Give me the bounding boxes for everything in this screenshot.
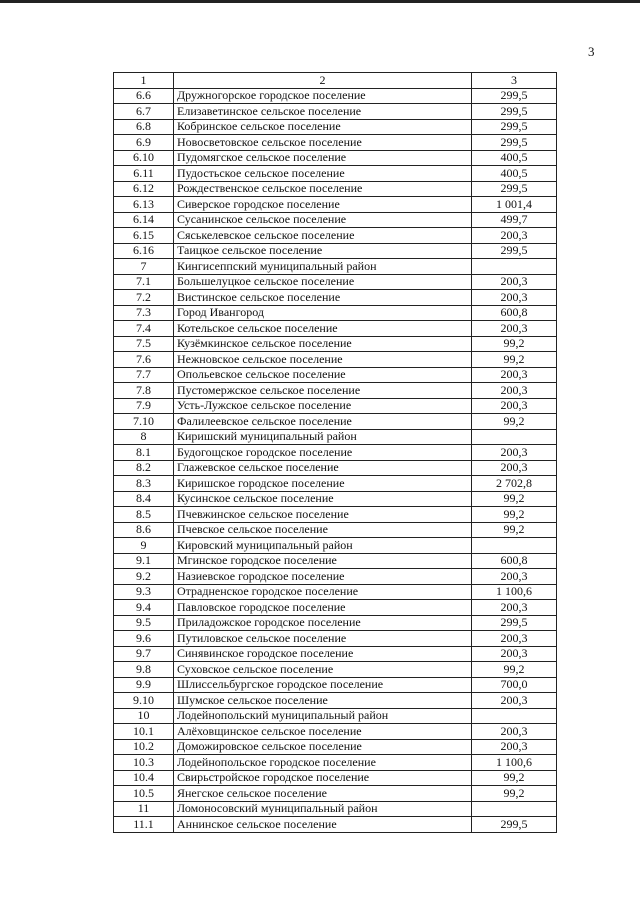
table-row (114, 553, 557, 569)
row-number: 7.5 (114, 336, 174, 352)
row-number: 6.6 (114, 88, 174, 104)
settlement-name: Отрадненское городское поселение (174, 584, 472, 600)
table-row (114, 770, 557, 786)
table-row (114, 383, 557, 399)
settlement-name: Мгинское городское поселение (174, 553, 472, 569)
amount-value: 200,3 (472, 383, 557, 399)
row-number: 9.8 (114, 662, 174, 678)
amount-value: 299,5 (472, 181, 557, 197)
table-row (114, 615, 557, 631)
table-row (114, 708, 557, 724)
row-number: 8.6 (114, 522, 174, 538)
amount-value: 600,8 (472, 553, 557, 569)
row-number: 8.2 (114, 460, 174, 476)
row-number: 9.7 (114, 646, 174, 662)
amount-value: 99,2 (472, 662, 557, 678)
table-row (114, 801, 557, 817)
row-number: 10.4 (114, 770, 174, 786)
table-row (114, 739, 557, 755)
table-row (114, 677, 557, 693)
row-number: 6.8 (114, 119, 174, 135)
table-row (114, 305, 557, 321)
settlement-name: Лодейнопольское городское поселение (174, 755, 472, 771)
row-number: 7.1 (114, 274, 174, 290)
table-row (114, 600, 557, 616)
amount-value (472, 429, 557, 445)
table-row (114, 336, 557, 352)
table-row (114, 274, 557, 290)
table-row (114, 724, 557, 740)
row-number: 9.10 (114, 693, 174, 709)
settlement-name: Аннинское сельское поселение (174, 817, 472, 833)
settlement-name: Сусанинское сельское поселение (174, 212, 472, 228)
table-row (114, 352, 557, 368)
settlement-name: Фалилеевское сельское поселение (174, 414, 472, 430)
settlement-name: Свирьстройское городское поселение (174, 770, 472, 786)
table-row (114, 538, 557, 554)
table-row (114, 150, 557, 166)
row-number: 6.7 (114, 104, 174, 120)
row-number: 8.5 (114, 507, 174, 523)
settlement-name: Глажевское сельское поселение (174, 460, 472, 476)
table-row (114, 460, 557, 476)
settlement-name: Пудостьское сельское поселение (174, 166, 472, 182)
amount-value: 2 702,8 (472, 476, 557, 492)
table-row (114, 476, 557, 492)
amount-value: 1 100,6 (472, 755, 557, 771)
table-row (114, 181, 557, 197)
settlement-name: Дружногорское городское поселение (174, 88, 472, 104)
amount-value: 200,3 (472, 600, 557, 616)
row-number: 9.6 (114, 631, 174, 647)
amount-value: 299,5 (472, 119, 557, 135)
amount-value: 299,5 (472, 135, 557, 151)
settlement-name: Пудомягское сельское поселение (174, 150, 472, 166)
table-row (114, 212, 557, 228)
settlement-name: Доможировское сельское поселение (174, 739, 472, 755)
settlement-name: Ломоносовский муниципальный район (174, 801, 472, 817)
table-row (114, 414, 557, 430)
amount-value: 299,5 (472, 88, 557, 104)
settlement-name: Пчевжинское сельское поселение (174, 507, 472, 523)
row-number: 6.10 (114, 150, 174, 166)
amount-value: 200,3 (472, 460, 557, 476)
settlement-name: Лодейнопольский муниципальный район (174, 708, 472, 724)
amount-value: 200,3 (472, 290, 557, 306)
amount-value: 200,3 (472, 398, 557, 414)
row-number: 7.2 (114, 290, 174, 306)
row-number: 8.1 (114, 445, 174, 461)
table-row (114, 197, 557, 213)
settlement-name: Янегское сельское поселение (174, 786, 472, 802)
row-number: 7 (114, 259, 174, 275)
settlement-name: Вистинское сельское поселение (174, 290, 472, 306)
row-number: 7.6 (114, 352, 174, 368)
settlement-name: Большелуцкое сельское поселение (174, 274, 472, 290)
row-number: 10 (114, 708, 174, 724)
table-row (114, 507, 557, 523)
scan-top-border (0, 0, 640, 3)
amount-value: 1 001,4 (472, 197, 557, 213)
row-number: 9.9 (114, 677, 174, 693)
table-row (114, 569, 557, 585)
settlement-name: Усть-Лужское сельское поселение (174, 398, 472, 414)
amount-value: 99,2 (472, 522, 557, 538)
settlement-name: Шлиссельбургское городское поселение (174, 677, 472, 693)
table-row (114, 321, 557, 337)
settlement-name: Киришский муниципальный район (174, 429, 472, 445)
table-row (114, 445, 557, 461)
amount-value (472, 259, 557, 275)
amount-value: 200,3 (472, 693, 557, 709)
amount-value: 99,2 (472, 507, 557, 523)
amount-value: 200,3 (472, 631, 557, 647)
row-number: 10.5 (114, 786, 174, 802)
amount-value: 200,3 (472, 274, 557, 290)
table-row (114, 631, 557, 647)
row-number: 8 (114, 429, 174, 445)
settlement-name: Кусинское сельское поселение (174, 491, 472, 507)
row-number: 9 (114, 538, 174, 554)
amount-value: 1 100,6 (472, 584, 557, 600)
row-number: 7.10 (114, 414, 174, 430)
amount-value: 200,3 (472, 739, 557, 755)
amount-value: 499,7 (472, 212, 557, 228)
amount-value: 400,5 (472, 166, 557, 182)
table-row (114, 491, 557, 507)
table-row (114, 119, 557, 135)
table-row (114, 259, 557, 275)
row-number: 7.9 (114, 398, 174, 414)
column-header-name: 2 (174, 73, 472, 89)
table-row (114, 646, 557, 662)
settlement-name: Пчевское сельское поселение (174, 522, 472, 538)
row-number: 9.1 (114, 553, 174, 569)
settlement-name: Котельское сельское поселение (174, 321, 472, 337)
amount-value: 99,2 (472, 770, 557, 786)
table-row (114, 166, 557, 182)
amount-value: 200,3 (472, 445, 557, 461)
table-row (114, 88, 557, 104)
settlement-name: Шумское сельское поселение (174, 693, 472, 709)
row-number: 9.3 (114, 584, 174, 600)
amount-value: 299,5 (472, 615, 557, 631)
table-row (114, 290, 557, 306)
row-number: 7.7 (114, 367, 174, 383)
column-header-number: 1 (114, 73, 174, 89)
table-row (114, 135, 557, 151)
table-row (114, 228, 557, 244)
table-body (114, 88, 557, 832)
row-number: 6.16 (114, 243, 174, 259)
amount-value: 200,3 (472, 569, 557, 585)
settlement-name: Опольевское сельское поселение (174, 367, 472, 383)
row-number: 6.14 (114, 212, 174, 228)
table-row (114, 662, 557, 678)
row-number: 10.1 (114, 724, 174, 740)
amount-value: 700,0 (472, 677, 557, 693)
row-number: 6.11 (114, 166, 174, 182)
amount-value: 200,3 (472, 367, 557, 383)
column-header-amount: 3 (472, 73, 557, 89)
settlement-name: Кировский муниципальный район (174, 538, 472, 554)
amount-value (472, 538, 557, 554)
row-number: 8.3 (114, 476, 174, 492)
table-row (114, 584, 557, 600)
amount-value (472, 801, 557, 817)
settlement-name: Киришское городское поселение (174, 476, 472, 492)
settlement-name: Кингисеппский муниципальный район (174, 259, 472, 275)
amount-value: 299,5 (472, 243, 557, 259)
allocation-table (113, 72, 557, 833)
settlement-name: Новосветовское сельское поселение (174, 135, 472, 151)
table-row (114, 693, 557, 709)
settlement-name: Нежновское сельское поселение (174, 352, 472, 368)
row-number: 7.3 (114, 305, 174, 321)
row-number: 10.2 (114, 739, 174, 755)
amount-value: 200,3 (472, 228, 557, 244)
settlement-name: Назиевское городское поселение (174, 569, 472, 585)
settlement-name: Путиловское сельское поселение (174, 631, 472, 647)
row-number: 6.15 (114, 228, 174, 244)
settlement-name: Кобринское сельское поселение (174, 119, 472, 135)
row-number: 9.5 (114, 615, 174, 631)
row-number: 6.9 (114, 135, 174, 151)
settlement-name: Сиверское городское поселение (174, 197, 472, 213)
amount-value: 99,2 (472, 336, 557, 352)
table-row (114, 367, 557, 383)
amount-value: 99,2 (472, 414, 557, 430)
row-number: 7.8 (114, 383, 174, 399)
table-row (114, 755, 557, 771)
amount-value: 99,2 (472, 786, 557, 802)
amount-value: 99,2 (472, 491, 557, 507)
row-number: 8.4 (114, 491, 174, 507)
settlement-name: Суховское сельское поселение (174, 662, 472, 678)
row-number: 7.4 (114, 321, 174, 337)
amount-value: 99,2 (472, 352, 557, 368)
row-number: 10.3 (114, 755, 174, 771)
amount-value: 600,8 (472, 305, 557, 321)
amount-value: 200,3 (472, 646, 557, 662)
settlement-name: Будогощское городское поселение (174, 445, 472, 461)
settlement-name: Пустомержское сельское поселение (174, 383, 472, 399)
table-row (114, 398, 557, 414)
table-row (114, 817, 557, 833)
table-row (114, 243, 557, 259)
row-number: 6.13 (114, 197, 174, 213)
row-number: 9.2 (114, 569, 174, 585)
row-number: 11 (114, 801, 174, 817)
page-number: 3 (588, 44, 595, 59)
amount-value (472, 708, 557, 724)
settlement-name: Сяськелевское сельское поселение (174, 228, 472, 244)
settlement-name: Павловское городское поселение (174, 600, 472, 616)
row-number: 11.1 (114, 817, 174, 833)
settlement-name: Кузёмкинское сельское поселение (174, 336, 472, 352)
settlement-name: Елизаветинское сельское поселение (174, 104, 472, 120)
table-header-row (114, 73, 557, 89)
amount-value: 200,3 (472, 321, 557, 337)
settlement-name: Город Ивангород (174, 305, 472, 321)
amount-value: 299,5 (472, 817, 557, 833)
row-number: 6.12 (114, 181, 174, 197)
table-row (114, 786, 557, 802)
amount-value: 200,3 (472, 724, 557, 740)
settlement-name: Алёховщинское сельское поселение (174, 724, 472, 740)
settlement-name: Таицкое сельское поселение (174, 243, 472, 259)
settlement-name: Синявинское городское поселение (174, 646, 472, 662)
table-row (114, 104, 557, 120)
row-number: 9.4 (114, 600, 174, 616)
settlement-name: Приладожское городское поселение (174, 615, 472, 631)
amount-value: 299,5 (472, 104, 557, 120)
settlement-name: Рождественское сельское поселение (174, 181, 472, 197)
amount-value: 400,5 (472, 150, 557, 166)
table-row (114, 522, 557, 538)
table-row (114, 429, 557, 445)
